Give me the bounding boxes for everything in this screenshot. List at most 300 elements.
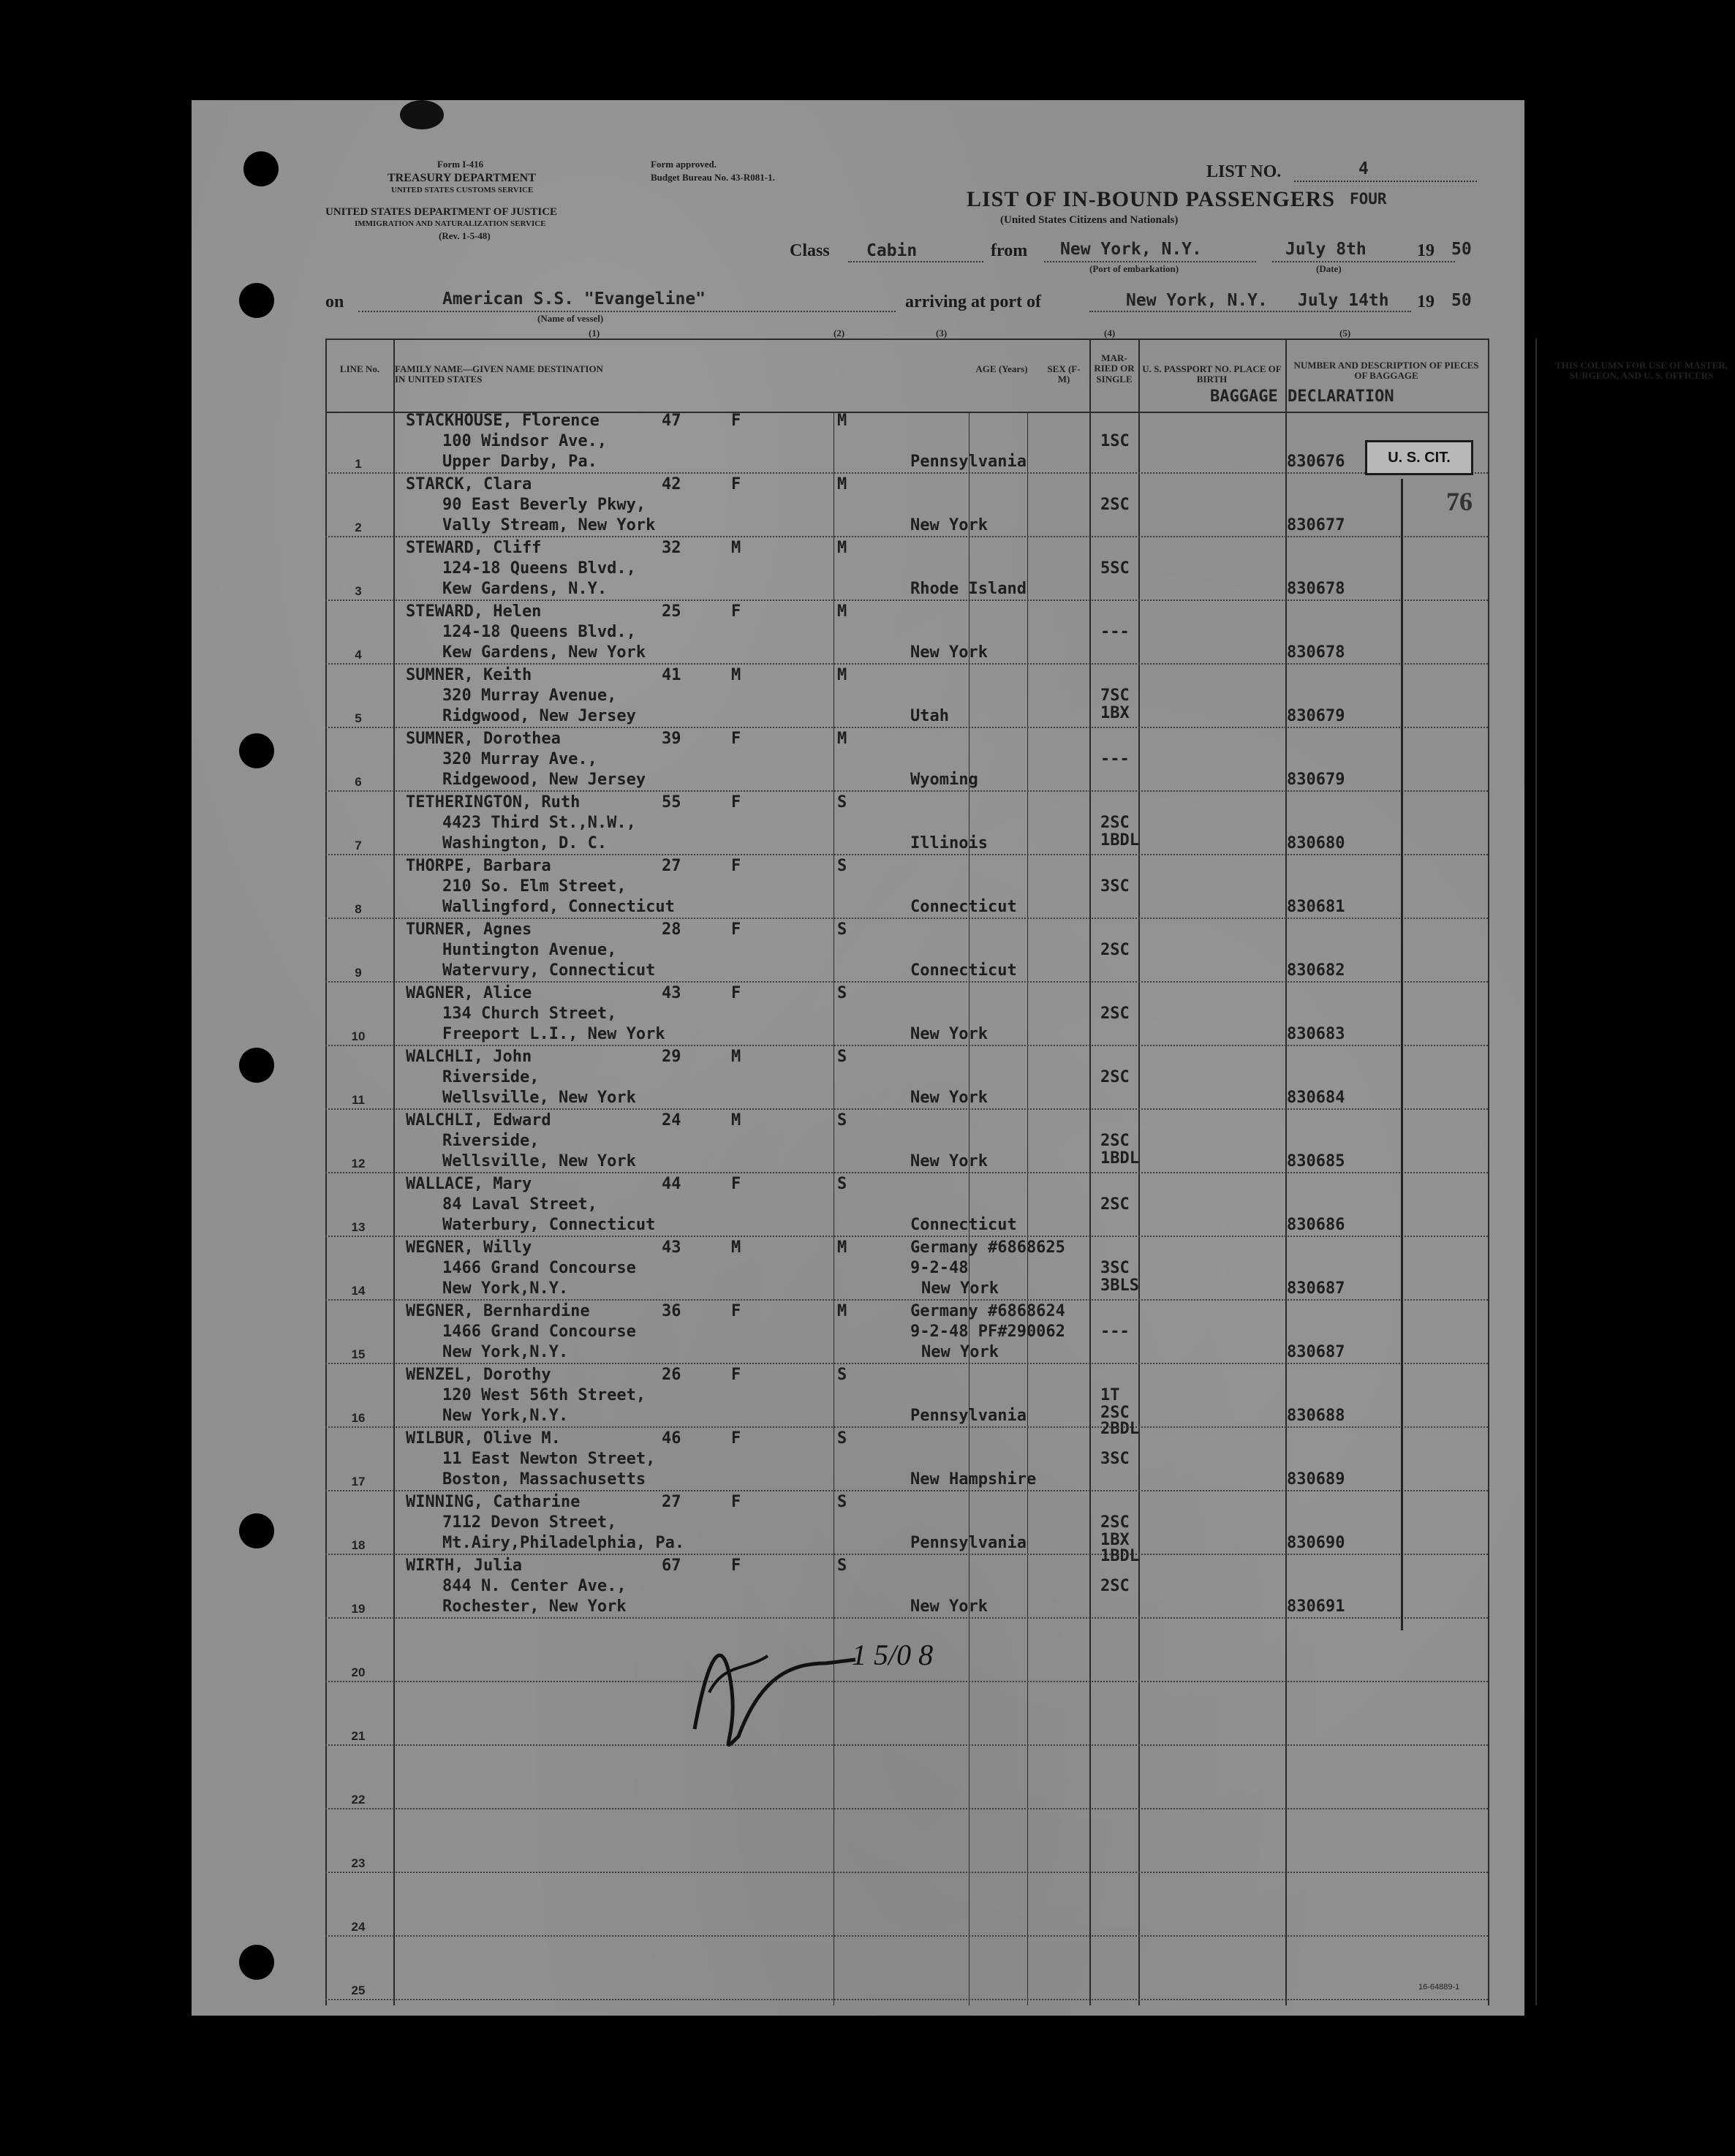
- col-line: LINE No.: [339, 363, 380, 374]
- class-value: Cabin: [866, 241, 918, 260]
- vessel-label: (Name of vessel): [537, 313, 604, 324]
- declaration-number: 830687: [1287, 1279, 1345, 1298]
- passenger-address-2: New York,N.Y.: [442, 1343, 569, 1361]
- passenger-address-2: Rochester, New York: [442, 1597, 627, 1616]
- declaration-number: 830683: [1287, 1025, 1345, 1043]
- vertical-pencil-line: [1401, 479, 1403, 1630]
- passenger-sex: F: [731, 730, 741, 748]
- passenger-age: 39: [662, 730, 681, 748]
- marital-status: S: [837, 920, 847, 939]
- baggage-2: 1BDL: [1100, 1149, 1139, 1168]
- row-divider: [325, 854, 1488, 855]
- passenger-sex: F: [731, 1429, 741, 1448]
- passenger-address-1: Huntington Avenue,: [442, 941, 617, 959]
- declaration-number: 830688: [1287, 1407, 1345, 1425]
- budget-bureau: Budget Bureau No. 43-R081-1.: [651, 172, 775, 183]
- passenger-address-1: 4423 Third St.,N.W.,: [442, 814, 636, 832]
- declaration-number: 830678: [1287, 643, 1345, 662]
- passenger-address-2: Washington, D. C.: [442, 834, 608, 852]
- marital-status: M: [837, 475, 847, 493]
- marital-status: S: [837, 1366, 847, 1384]
- col-num-4: (4): [1104, 328, 1116, 338]
- baggage: ---: [1100, 750, 1130, 768]
- passenger-address-1: 90 East Beverly Pkwy,: [442, 496, 646, 514]
- marital-status: S: [837, 793, 847, 812]
- passenger-age: 46: [662, 1429, 681, 1448]
- col-age: AGE (Years): [975, 363, 1028, 374]
- passenger-name: WILBUR, Olive M.: [406, 1429, 561, 1448]
- arrive-year: 50: [1451, 291, 1472, 310]
- passenger-address-1: 210 So. Elm Street,: [442, 877, 627, 896]
- passenger-age: 36: [662, 1302, 681, 1320]
- row-divider: [325, 1554, 1488, 1555]
- passenger-address-1: Riverside,: [442, 1132, 540, 1150]
- marital-status: M: [837, 666, 847, 684]
- passenger-address-1: 11 East Newton Street,: [442, 1450, 656, 1468]
- declaration-number: 830681: [1287, 898, 1345, 916]
- from-year: 50: [1451, 240, 1472, 259]
- passenger-age: 41: [662, 666, 681, 684]
- passenger-address-1: 124-18 Queens Blvd.,: [442, 623, 636, 641]
- row-divider: [325, 918, 1488, 919]
- row-divider: [325, 1236, 1488, 1237]
- passenger-sex: M: [731, 1238, 741, 1257]
- row-divider: [325, 1108, 1488, 1110]
- place-of-birth: New York: [910, 516, 988, 534]
- place-of-birth: Connecticut: [910, 961, 1017, 980]
- passenger-name: TETHERINGTON, Ruth: [406, 793, 581, 812]
- row-divider: [325, 1299, 1488, 1301]
- passenger-age: 24: [662, 1111, 681, 1130]
- marital-status: M: [837, 602, 847, 621]
- page-subtitle: (United States Citizens and Nationals): [1000, 214, 1179, 226]
- class-underline: [848, 261, 983, 262]
- row-divider: [325, 1172, 1488, 1173]
- marital-status: M: [837, 412, 847, 430]
- baggage: ---: [1100, 1323, 1130, 1341]
- passenger-sex: M: [731, 1111, 741, 1130]
- place-of-birth-2: New York: [921, 1279, 999, 1298]
- line-number: 5: [355, 711, 362, 725]
- place-of-birth: New York: [910, 643, 988, 662]
- row-divider: [325, 1617, 1488, 1619]
- declaration-number: 830690: [1287, 1534, 1345, 1552]
- line-number: 10: [351, 1029, 366, 1043]
- passenger-sex: F: [731, 857, 741, 875]
- baggage: 5SC: [1100, 559, 1130, 578]
- baggage: 1T: [1100, 1386, 1120, 1404]
- declaration-number: 830684: [1287, 1089, 1345, 1107]
- binder-hole: [239, 1048, 274, 1083]
- baggage: 7SC: [1100, 686, 1130, 705]
- passenger-address-2: Ridgwood, New Jersey: [442, 707, 636, 725]
- passenger-name: WENZEL, Dorothy: [406, 1366, 551, 1384]
- row-divider: [325, 663, 1488, 665]
- col-married: MAR-RIED OR SINGLE: [1094, 352, 1135, 385]
- line-number: 16: [351, 1411, 366, 1425]
- passenger-sex: F: [731, 920, 741, 939]
- row-divider: [325, 1744, 1488, 1746]
- baggage: 2SC: [1100, 941, 1130, 959]
- passenger-address-2: Kew Gardens, New York: [442, 643, 646, 662]
- marital-status: S: [837, 1111, 847, 1130]
- arrive-year-prefix: 19: [1417, 292, 1435, 311]
- declaration-number: 830679: [1287, 707, 1345, 725]
- passenger-age: 44: [662, 1175, 681, 1193]
- baggage: 3SC: [1100, 1450, 1130, 1468]
- line-number: 18: [351, 1538, 366, 1552]
- passenger-sex: F: [731, 475, 741, 493]
- row-divider: [325, 1363, 1488, 1364]
- line-number: 14: [351, 1284, 366, 1298]
- passenger-sex: M: [731, 539, 741, 557]
- line-number: 24: [351, 1920, 366, 1934]
- declaration-number: 830678: [1287, 580, 1345, 598]
- baggage: 2SC: [1100, 814, 1130, 832]
- passenger-name: WEGNER, Bernhardine: [406, 1302, 590, 1320]
- declaration-number: 830680: [1287, 834, 1345, 852]
- arrive-date: July 14th: [1298, 291, 1389, 310]
- place-of-birth: New York: [910, 1025, 988, 1043]
- passenger-name: SUMNER, Keith: [406, 666, 532, 684]
- passenger-name: STARCK, Clara: [406, 475, 532, 493]
- passport-date: 9-2-48 PF#290062: [910, 1323, 1065, 1341]
- baggage: 2SC: [1100, 1132, 1130, 1150]
- revision: (Rev. 1-5-48): [439, 230, 491, 241]
- passenger-address-1: 1466 Grand Concourse: [442, 1323, 636, 1341]
- marital-status: M: [837, 1238, 847, 1257]
- passenger-address-2: Wallingford, Connecticut: [442, 898, 675, 916]
- passenger-address-1: 124-18 Queens Blvd.,: [442, 559, 636, 578]
- baggage: 2SC: [1100, 1577, 1130, 1595]
- place-of-birth-2: New York: [921, 1343, 999, 1361]
- passenger-address-1: Riverside,: [442, 1068, 540, 1086]
- marital-status: M: [837, 539, 847, 557]
- passenger-age: 43: [662, 984, 681, 1002]
- passenger-age: 28: [662, 920, 681, 939]
- passenger-address-2: Upper Darby, Pa.: [442, 453, 597, 471]
- from-underline: [1044, 261, 1256, 262]
- page-word: FOUR: [1350, 190, 1387, 208]
- passenger-sex: F: [731, 412, 741, 430]
- from-date: July 8th: [1285, 240, 1367, 259]
- col-num-5: (5): [1339, 328, 1351, 338]
- vessel-underline: [358, 311, 896, 312]
- marital-status: S: [837, 1557, 847, 1575]
- page-title: LIST OF IN-BOUND PASSENGERS: [967, 187, 1336, 211]
- from-date-underline: [1272, 261, 1455, 262]
- passenger-sex: F: [731, 1366, 741, 1384]
- passenger-address-2: New York,N.Y.: [442, 1279, 569, 1298]
- line-number: 2: [355, 521, 362, 534]
- from-year-prefix: 19: [1417, 241, 1435, 260]
- baggage-2: 1BX: [1100, 1531, 1130, 1549]
- row-divider: [325, 1872, 1488, 1873]
- col-passport: U. S. PASSPORT NO. PLACE OF BIRTH: [1142, 363, 1282, 385]
- passenger-name: WAGNER, Alice: [406, 984, 532, 1002]
- marital-status: S: [837, 1493, 847, 1511]
- baggage: 3SC: [1100, 1259, 1130, 1277]
- col-officers: THIS COLUMN FOR USE OF MASTER, SURGEON, AND U. S. OFFICERS: [1555, 360, 1728, 382]
- baggage-declaration: BAGGAGE DECLARATION: [1210, 387, 1394, 406]
- passenger-address-2: Kew Gardens, N.Y.: [442, 580, 608, 598]
- line-number: 7: [355, 839, 362, 852]
- passenger-name: THORPE, Barbara: [406, 857, 551, 875]
- row-divider: [325, 1935, 1488, 1937]
- place-of-birth: Pennsylvania: [910, 453, 1027, 471]
- officer-signature: [680, 1619, 870, 1766]
- arriving-label: arriving at port of: [905, 292, 1041, 311]
- place-of-birth: New York: [910, 1152, 988, 1170]
- line-number: 9: [355, 966, 362, 980]
- baggage: 2SC: [1100, 496, 1130, 514]
- col-divider: [1488, 338, 1489, 2005]
- line-number: 21: [351, 1729, 366, 1743]
- treasury-dept: TREASURY DEPARTMENT: [388, 172, 536, 184]
- place-of-birth: Pennsylvania: [910, 1534, 1027, 1552]
- baggage: 3SC: [1100, 877, 1130, 896]
- passenger-name: WINNING, Catharine: [406, 1493, 581, 1511]
- line-number: 17: [351, 1475, 366, 1489]
- baggage-3: 2BDL: [1100, 1420, 1139, 1438]
- col-baggage: NUMBER AND DESCRIPTION OF PIECES OF BAGGAGE: [1293, 360, 1479, 382]
- passenger-address-2: Freeport L.I., New York: [442, 1025, 665, 1043]
- declaration-number: 830682: [1287, 961, 1345, 980]
- binder-hole: [239, 1945, 274, 1980]
- place-of-birth: Rhode Island: [910, 580, 1027, 598]
- passenger-address-1: 320 Murray Avenue,: [442, 686, 617, 705]
- col-num-2: (2): [834, 328, 845, 338]
- passenger-sex: F: [731, 1493, 741, 1511]
- passenger-name: SUMNER, Dorothea: [406, 730, 561, 748]
- marital-status: S: [837, 1048, 847, 1066]
- col-name: FAMILY NAME—GIVEN NAME DESTINATION IN UNITED STATES: [395, 363, 603, 385]
- col-divider-thin: [1027, 412, 1028, 2005]
- marital-status: M: [837, 730, 847, 748]
- passenger-sex: M: [731, 1048, 741, 1066]
- baggage: 2SC: [1100, 1195, 1130, 1214]
- form-number: Form I-416: [437, 159, 484, 170]
- row-divider: [325, 472, 1488, 474]
- passenger-name: STACKHOUSE, Florence: [406, 412, 600, 430]
- on-label: on: [325, 292, 344, 311]
- initials: 1 5/0 8: [852, 1638, 934, 1671]
- list-no-label: LIST NO.: [1206, 162, 1282, 181]
- binder-hole: [239, 1513, 274, 1548]
- passenger-name: TURNER, Agnes: [406, 920, 532, 939]
- declaration-number: 830685: [1287, 1152, 1345, 1170]
- class-label: Class: [790, 241, 830, 260]
- binder-hole: [243, 151, 279, 186]
- passenger-address-2: Waterbury, Connecticut: [442, 1216, 656, 1234]
- declaration-number: 830679: [1287, 771, 1345, 789]
- line-number: 8: [355, 902, 362, 916]
- place-of-birth: Connecticut: [910, 1216, 1017, 1234]
- declaration-number: 830689: [1287, 1470, 1345, 1489]
- line-number: 11: [352, 1093, 365, 1107]
- row-divider: [325, 536, 1488, 537]
- arrive-underline: [1089, 311, 1411, 312]
- marital-status: S: [837, 1429, 847, 1448]
- passenger-sex: F: [731, 793, 741, 812]
- line-number: 22: [351, 1793, 366, 1807]
- from-port: New York, N.Y.: [1060, 240, 1202, 259]
- list-no-value: 4: [1358, 159, 1369, 178]
- passenger-address-1: 100 Windsor Ave.,: [442, 432, 608, 450]
- col-num-1: (1): [589, 328, 600, 338]
- baggage: 2SC: [1100, 1005, 1130, 1023]
- justice-dept: UNITED STATES DEPARTMENT OF JUSTICE: [325, 206, 558, 218]
- place-of-birth: Pennsylvania: [910, 1407, 1027, 1425]
- line-number: 13: [351, 1220, 366, 1234]
- from-label: from: [991, 241, 1028, 260]
- place-of-birth: Connecticut: [910, 898, 1017, 916]
- passenger-name: WEGNER, Willy: [406, 1238, 532, 1257]
- col-sex: SEX (F-M): [1047, 363, 1081, 385]
- passenger-address-2: Ridgewood, New Jersey: [442, 771, 646, 789]
- passenger-name: WALCHLI, John: [406, 1048, 532, 1066]
- baggage: 2SC: [1100, 1513, 1130, 1532]
- line-number: 25: [351, 1983, 366, 1997]
- passenger-address-2: New York,N.Y.: [442, 1407, 569, 1425]
- passenger-address-2: Vally Stream, New York: [442, 516, 656, 534]
- passenger-name: WALCHLI, Edward: [406, 1111, 551, 1130]
- place-of-birth: Germany #6868624: [910, 1302, 1065, 1320]
- place-of-birth: Wyoming: [910, 771, 978, 789]
- passenger-name: WALLACE, Mary: [406, 1175, 532, 1193]
- passenger-sex: F: [731, 1175, 741, 1193]
- passenger-address-1: 1466 Grand Concourse: [442, 1259, 636, 1277]
- line-number: 15: [351, 1347, 366, 1361]
- customs-service: UNITED STATES CUSTOMS SERVICE: [391, 186, 534, 194]
- vessel-name: American S.S. "Evangeline": [442, 290, 706, 309]
- passenger-address-2: Mt.Airy,Philadelphia, Pa.: [442, 1534, 685, 1552]
- declaration-number: 830677: [1287, 516, 1345, 534]
- list-no-underline: [1294, 181, 1477, 182]
- passenger-age: 29: [662, 1048, 681, 1066]
- passport-date: 9-2-48: [910, 1259, 969, 1277]
- baggage-3: 1BDL: [1100, 1547, 1139, 1565]
- form-approved: Form approved.: [651, 159, 717, 170]
- arrive-port: New York, N.Y.: [1126, 291, 1268, 310]
- baggage: ---: [1100, 623, 1130, 641]
- line-number: 12: [351, 1157, 366, 1170]
- baggage-2: 2SC: [1100, 1404, 1130, 1422]
- port-embark-label: (Port of embarkation): [1089, 263, 1179, 274]
- place-of-birth: Illinois: [910, 834, 988, 852]
- passenger-age: 47: [662, 412, 681, 430]
- passenger-address-1: 120 West 56th Street,: [442, 1386, 646, 1404]
- passenger-age: 67: [662, 1557, 681, 1575]
- passenger-address-2: Boston, Massachusetts: [442, 1470, 646, 1489]
- row-divider: [325, 1808, 1488, 1809]
- passenger-age: 26: [662, 1366, 681, 1384]
- declaration-number: 830676: [1287, 453, 1345, 471]
- table-top-rule: [325, 338, 1488, 340]
- line-number: 3: [355, 584, 362, 598]
- line-number: 6: [355, 775, 362, 789]
- passenger-address-1: 84 Laval Street,: [442, 1195, 597, 1214]
- place-of-birth: New Hampshire: [910, 1470, 1037, 1489]
- passenger-sex: F: [731, 984, 741, 1002]
- baggage-2: 1BDL: [1100, 831, 1139, 850]
- row-divider: [325, 1490, 1488, 1491]
- row-divider: [325, 727, 1488, 728]
- row-divider: [325, 790, 1488, 792]
- us-citizen-stamp: U. S. CIT.: [1365, 440, 1473, 475]
- row-divider: [325, 1999, 1488, 2000]
- line-number: 20: [351, 1665, 366, 1679]
- marital-status: S: [837, 857, 847, 875]
- baggage-2: 1BX: [1100, 704, 1130, 722]
- row-divider: [325, 1045, 1488, 1046]
- line-number: 1: [355, 457, 362, 471]
- place-of-birth: New York: [910, 1597, 988, 1616]
- passenger-age: 27: [662, 1493, 681, 1511]
- ins-label: IMMIGRATION AND NATURALIZATION SERVICE: [355, 219, 546, 228]
- col-divider: [1535, 338, 1537, 2005]
- declaration-number: 830686: [1287, 1216, 1345, 1234]
- place-of-birth: Germany #6868625: [910, 1238, 1065, 1257]
- passenger-name: WIRTH, Julia: [406, 1557, 522, 1575]
- declaration-number: 830687: [1287, 1343, 1345, 1361]
- passenger-sex: F: [731, 602, 741, 621]
- binder-hole: [239, 733, 274, 768]
- baggage: 1SC: [1100, 432, 1130, 450]
- passenger-address-2: Wellsville, New York: [442, 1089, 636, 1107]
- marital-status: S: [837, 984, 847, 1002]
- passenger-sex: M: [731, 666, 741, 684]
- passenger-address-1: 320 Murray Ave.,: [442, 750, 597, 768]
- row-divider: [325, 599, 1488, 601]
- place-of-birth: New York: [910, 1089, 988, 1107]
- passenger-age: 42: [662, 475, 681, 493]
- passenger-name: STEWARD, Cliff: [406, 539, 542, 557]
- passenger-age: 55: [662, 793, 681, 812]
- passenger-address-2: Watervury, Connecticut: [442, 961, 656, 980]
- baggage-2: 3BLS: [1100, 1276, 1139, 1295]
- passenger-address-2: Wellsville, New York: [442, 1152, 636, 1170]
- declaration-number: 830691: [1287, 1597, 1345, 1616]
- passenger-age: 27: [662, 857, 681, 875]
- marital-status: M: [837, 1302, 847, 1320]
- row-divider: [325, 1681, 1488, 1682]
- passenger-sex: F: [731, 1557, 741, 1575]
- passenger-age: 25: [662, 602, 681, 621]
- marital-status: S: [837, 1175, 847, 1193]
- passenger-address-1: 7112 Devon Street,: [442, 1513, 617, 1532]
- col-num-3: (3): [936, 328, 948, 338]
- footer-code: 16-64889-1: [1418, 1983, 1460, 1992]
- binder-hole: [239, 283, 274, 318]
- row-divider: [325, 981, 1488, 983]
- line-number: 23: [351, 1856, 366, 1870]
- passenger-name: STEWARD, Helen: [406, 602, 542, 621]
- place-of-birth: Utah: [910, 707, 949, 725]
- line-number: 4: [355, 648, 362, 662]
- line-number: 19: [351, 1602, 366, 1616]
- passenger-address-1: 134 Church Street,: [442, 1005, 617, 1023]
- ink-blot: [400, 100, 444, 129]
- row-divider: [325, 1426, 1488, 1428]
- passenger-age: 43: [662, 1238, 681, 1257]
- date-label: (Date): [1316, 263, 1342, 274]
- baggage: 2SC: [1100, 1068, 1130, 1086]
- passenger-address-1: 844 N. Center Ave.,: [442, 1577, 627, 1595]
- passenger-sex: F: [731, 1302, 741, 1320]
- margin-number: 76: [1446, 487, 1473, 516]
- passenger-age: 32: [662, 539, 681, 557]
